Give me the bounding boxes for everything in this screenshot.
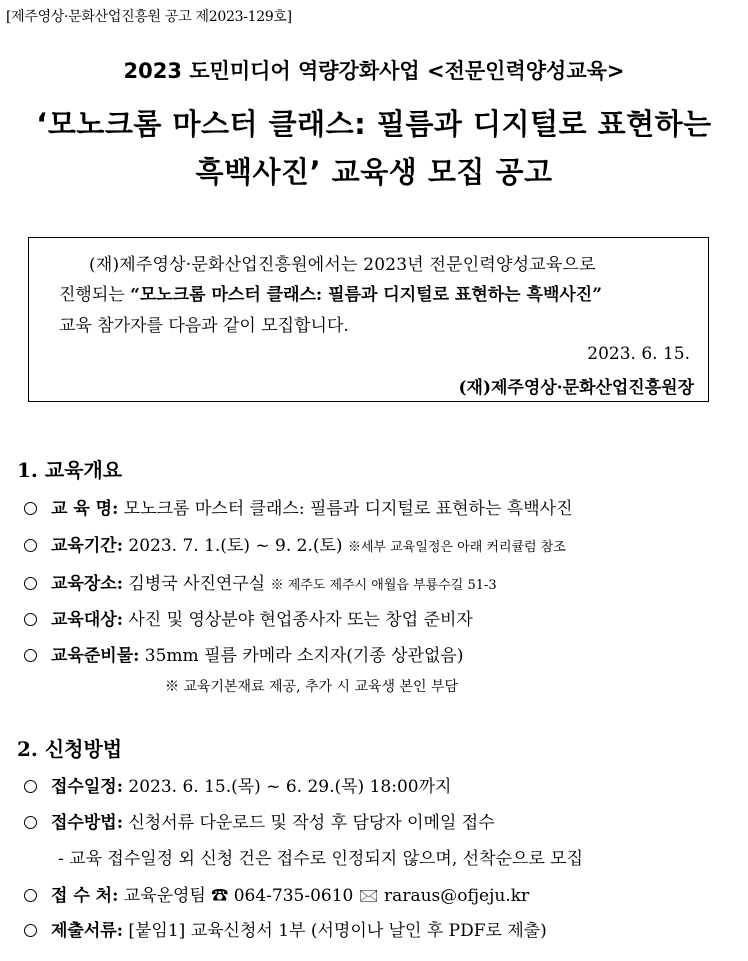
item-value: 모노크롬 마스터 클래스: 필름과 디지털로 표현하는 흑백사진 [118,499,573,519]
item-value: [붙임1] 교육신청서 1부 (서명이나 날인 후 PDF로 제출) [122,921,547,941]
item-value: 김병국 사진연구실 [122,574,271,594]
item-label: 제출서류: [51,921,123,941]
bullet-circle-icon [24,924,37,937]
bullet-circle-icon [24,502,37,515]
intro-line-3: 교육 참가자를 다음과 같이 모집합니다. [59,316,349,336]
overview-item-location [24,569,497,594]
item-value: 사진 및 영상분야 현업종사자 또는 창업 준비자 [122,610,473,630]
intro-line-2 [59,280,602,305]
section-2-heading: 2. 신청방법 [17,737,123,761]
notice-number: [제주영상·문화산업진흥원 공고 제2023-129호] [6,9,292,25]
item-label: 교육대상: [51,610,123,630]
item-label: 교육기간: [51,536,123,556]
intro-box [28,237,709,402]
bullet-circle-icon [24,649,37,662]
overview-item-period [24,531,566,556]
item-label: 접수방법: [51,813,123,833]
section-1-heading: 1. 교육개요 [17,458,123,482]
item-value: 2023. 6. 15.(목) ~ 6. 29.(목) 18:00까지 [122,777,452,797]
item-label: 교육장소: [51,574,123,594]
item-value: 35mm 필름 카메라 소지자(기종 상관없음) [139,646,464,666]
bullet-circle-icon [24,539,37,552]
contact-info[interactable]: 교육운영팀 ☎ 064-735-0610 🖂 raraus@ofjeju.kr [118,886,530,906]
apply-item-documents [24,916,547,941]
apply-item-contact [24,881,529,912]
title-line-1: ‘모노크롬 마스터 클래스: 필름과 디지털로 표현하는 [36,107,712,141]
overview-item-target [24,605,473,630]
overview-item-materials [24,641,463,666]
title-line-2: 흑백사진’ 교육생 모집 공고 [195,155,553,189]
organization-signature: (재)제주영상·문화산업진흥원장 [458,378,694,398]
apply-method-note: - 교육 접수일정 외 신청 건은 접수로 인정되지 않으며, 선착순으로 모집 [58,849,584,869]
subtitle: 2023 도민미디어 역량강화사업 <전문인력양성교육> [123,59,625,83]
bullet-circle-icon [24,613,37,626]
item-label: 교육준비물: [51,646,140,666]
item-note: ※ 제주도 제주시 애월읍 부룡수길 51-3 [270,578,497,593]
notice-date: 2023. 6. 15. [587,344,690,364]
bullet-circle-icon [24,816,37,829]
bullet-circle-icon [24,780,37,793]
item-label: 교 육 명: [51,499,119,519]
item-note: ※세부 교육일정은 아래 커리큘럼 참조 [347,540,566,555]
item-value: 신청서류 다운로드 및 작성 후 담당자 이메일 접수 [122,813,495,833]
intro-line-1: (재)제주영상·문화산업진흥원에서는 2023년 전문인력양성교육으로 [89,255,596,275]
apply-item-schedule [24,772,451,797]
apply-item-method [24,808,495,833]
intro-line-2-prefix: 진행되는 [59,285,131,305]
item-label: 접 수 처: [51,886,119,906]
overview-item-course-name [24,494,573,519]
item-label: 접수일정: [51,777,123,797]
course-title-highlight: “모노크롬 마스터 클래스: 필름과 디지털로 표현하는 흑백사진” [130,285,602,305]
bullet-circle-icon [24,889,37,902]
bullet-circle-icon [24,577,37,590]
item-value: 2023. 7. 1.(토) ~ 9. 2.(토) [122,536,348,556]
materials-note: ※ 교육기본재료 제공, 추가 시 교육생 본인 부담 [165,679,459,695]
